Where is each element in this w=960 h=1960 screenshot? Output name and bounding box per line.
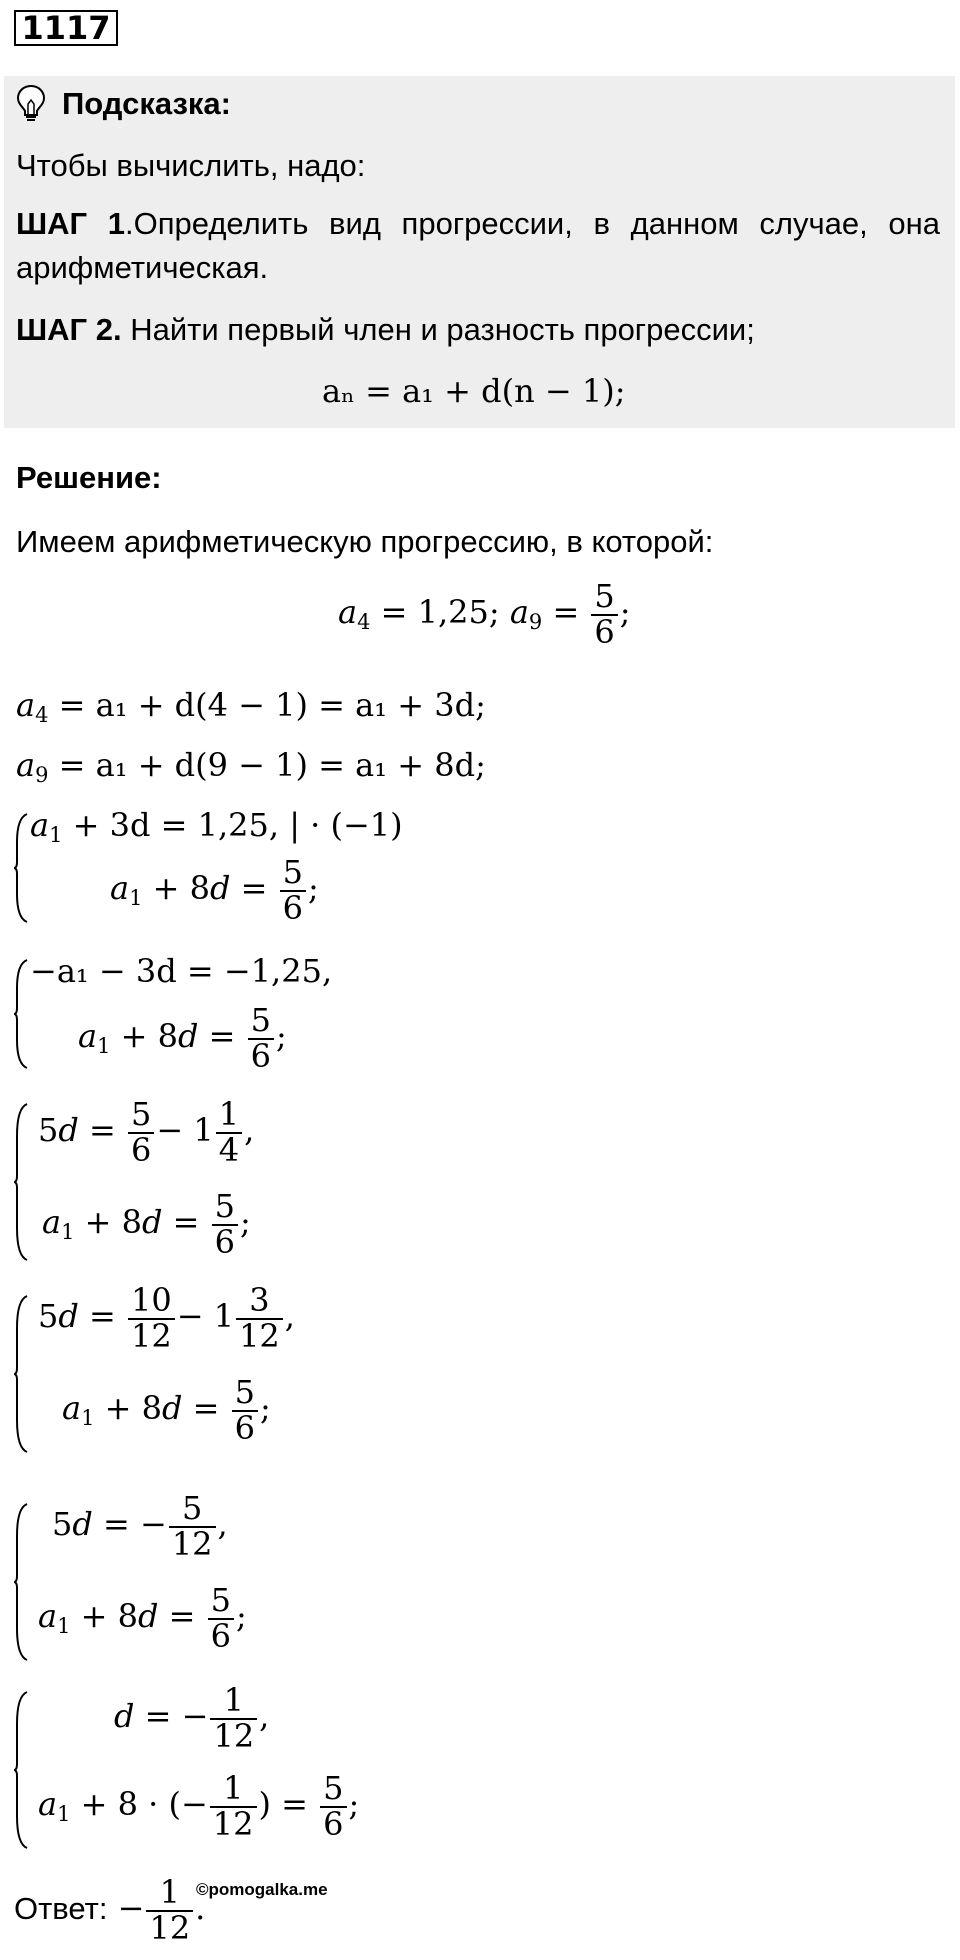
system-brace bbox=[14, 1294, 28, 1454]
fraction: $\frac{5}{6}$ bbox=[128, 1098, 154, 1167]
system-brace bbox=[14, 1502, 28, 1662]
fraction: $\frac{5}{12}$ bbox=[169, 1492, 216, 1561]
fraction: $\frac{5}{6}$ bbox=[208, 1584, 234, 1653]
sys3-row2: $a_1 + 8d$ = $\frac{5}{6}$ ; bbox=[42, 1187, 251, 1261]
given-values: $a_4 = 1,25$; $a_9$ = $\frac{5}{6}$ ; bbox=[338, 577, 631, 651]
watermark: ©pomogalka.me bbox=[196, 1880, 328, 1899]
fraction: $\frac{5}{6}$ bbox=[591, 580, 617, 649]
fraction: $\frac{5}{6}$ bbox=[320, 1772, 346, 1841]
sys6-row2: $a_1 + 8$ · (− $\frac{1}{12}$ ) = $\frac{5}{6}$ ; bbox=[38, 1769, 360, 1843]
system-brace bbox=[14, 958, 28, 1070]
answer-fraction: $\frac{1}{12}$ bbox=[146, 1876, 193, 1945]
sys6-row1: d = − $\frac{1}{12}$ , bbox=[114, 1681, 270, 1755]
hint-step2 bbox=[16, 312, 755, 348]
fraction: $\frac{5}{6}$ bbox=[248, 1004, 274, 1073]
step1-text: .Определить вид прогрессии, в данном случае, она bbox=[125, 206, 941, 241]
hint-intro: Чтобы вычислить, надо: bbox=[16, 148, 366, 183]
solution-intro: Имеем арифметическую прогрессию, в которой: bbox=[16, 524, 714, 559]
eq-a4-rhs: = a₁ + d(4 − 1) = a₁ + 3d; bbox=[58, 686, 486, 724]
answer-label: Ответ: bbox=[14, 1891, 108, 1927]
fraction: $\frac{5}{6}$ bbox=[212, 1190, 238, 1259]
fraction: $\frac{1}{12}$ bbox=[210, 1684, 257, 1753]
step2-text: Найти первый член и разность прогрессии; bbox=[121, 312, 755, 347]
hint-formula: aₙ = a₁ + d(n − 1); bbox=[322, 372, 626, 410]
step1-label: ШАГ 1 bbox=[16, 206, 126, 241]
solution-title: Решение: bbox=[16, 460, 162, 495]
answer: Ответ: − $\frac{1}{12}$ . bbox=[14, 1873, 206, 1947]
lightbulb-icon bbox=[16, 84, 46, 122]
eq-a9: $a_9 = a_1 + d(9 - 1) = a_1 + 8d$; bbox=[16, 746, 486, 787]
sys1-row1: $a_1 + 3d = 1,25$, | · (−1) bbox=[30, 806, 403, 847]
hint-title: Подсказка: bbox=[62, 86, 231, 121]
given-a4: = 1,25; bbox=[380, 593, 500, 632]
hint-step1-line1 bbox=[16, 206, 940, 242]
eq-a4: $a_4 = a_1 + d(4 - 1) = a_1 + 3d$; bbox=[16, 686, 486, 727]
hint-step1-line2: арифметическая. bbox=[16, 250, 269, 285]
fraction: $\frac{1}{4}$ bbox=[216, 1098, 242, 1167]
fraction: $\frac{10}{12}$ bbox=[128, 1284, 175, 1353]
sys1-row2: $a_1 + 8d$ = $\frac{5}{6}$ ; bbox=[110, 853, 319, 927]
step2-label: ШАГ 2. bbox=[16, 312, 122, 347]
fraction: $\frac{1}{12}$ bbox=[210, 1772, 257, 1841]
sys2-row2: $a_1 + 8d$ = $\frac{5}{6}$ ; bbox=[78, 1001, 287, 1075]
sys1-row1-text: + 3d = 1,25, | · (−1) bbox=[72, 806, 403, 844]
task-number: 1117 bbox=[14, 10, 118, 46]
system-brace bbox=[14, 1102, 28, 1262]
fraction: $\frac{3}{12}$ bbox=[236, 1284, 283, 1353]
fraction: $\frac{5}{6}$ bbox=[232, 1376, 258, 1445]
fraction: $\frac{5}{6}$ bbox=[280, 856, 306, 925]
sys4-row2: $a_1 + 8d$ = $\frac{5}{6}$ ; bbox=[62, 1373, 271, 1447]
eq-a9-rhs: = a₁ + d(9 − 1) = a₁ + 8d; bbox=[58, 746, 486, 784]
system-brace bbox=[14, 1690, 28, 1850]
sys5-row2: $a_1 + 8d$ = $\frac{5}{6}$ ; bbox=[38, 1581, 247, 1655]
sys4-row1: 5d = $\frac{10}{12}$ − 1 $\frac{3}{12}$ , bbox=[38, 1281, 295, 1355]
sys2-row1: −a₁ − 3d = −1,25, bbox=[30, 952, 333, 990]
sys5-row1: 5d = − $\frac{5}{12}$ , bbox=[52, 1489, 228, 1563]
system-brace bbox=[14, 812, 28, 924]
sys3-row1: 5d = $\frac{5}{6}$ − 1 $\frac{1}{4}$ , bbox=[38, 1095, 255, 1169]
